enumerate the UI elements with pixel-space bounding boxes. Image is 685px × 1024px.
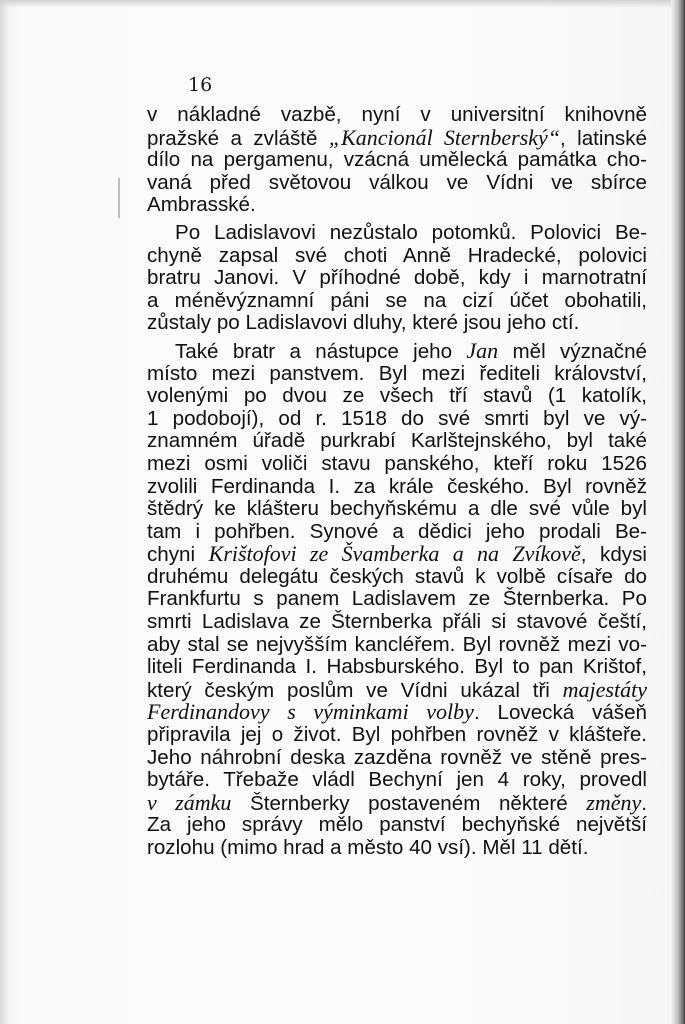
text-line [147,149,647,172]
text-line [147,430,647,453]
text-segment: dílo na pergamenu, vzácná umělecká památka cho- [147,148,647,172]
text-segment: druhému delegátu českých stavů k volbě císaře do [147,564,647,588]
text-segment: Po Ladislavovi nezůstalo potomků. Polovici Be- [175,220,647,244]
paragraph [147,337,647,860]
text-line [147,566,647,589]
text-segment: aby stal se nejvyšším kancléřem. Byl rovněž mezi vo- [147,632,647,656]
text-segment: . Lovecká vášeň [473,701,647,725]
text-line [147,453,647,476]
text-segment: . [641,791,647,815]
text-line [147,476,647,499]
text-segment: smrti Ladislava ze Šternberka přáli si stavové čeští, [147,610,647,634]
text-line [147,837,647,860]
text-segment: tam i pohřben. Synové a dědici jeho prodali Be- [147,519,647,543]
paragraph [147,222,647,335]
text-line [147,312,647,335]
italic-text: Jan [466,337,499,363]
text-line [147,408,647,431]
page-top-shadow [0,0,685,8]
text-line [147,588,647,611]
text-segment: Také bratr a nástupce jeho [175,339,467,363]
text-segment: 1 podobojí), od r. 1518 do své smrti byl ve vý- [147,406,647,430]
paragraph [147,104,647,217]
text-segment: rozlohu (mimo hrad a město 40 vsí). Měl 11 dětí. [147,836,589,859]
text-line [147,789,647,815]
text-segment: pražské a zvláště [147,126,329,150]
text-line [147,521,647,544]
text-line [147,634,647,657]
text-line [147,385,647,408]
text-segment: v nákladné vazbě, nyní v universitní knihovně [147,103,647,126]
italic-text: změny [586,789,642,815]
text-segment: který českým poslům ve Vídni ukázal tři [147,678,563,702]
text-segment: liteli Ferdinanda I. Habsburského. Byl to pan Krištof, [147,655,647,679]
text-segment: bytáře. Třebaže vládl Bechyní jen 4 roky, provedl [147,768,647,792]
text-segment: štědrý ke klášteru bechyňskému a dle své vůle byl [147,497,647,521]
text-segment: zvolili Ferdinanda I. za krále českého. Byl rovněž [147,474,647,498]
text-segment: místo mezi panstvem. Byl mezi řediteli království, [147,361,647,385]
text-line [147,611,647,634]
text-line [147,290,647,313]
text-line [147,676,647,702]
text-segment: Za jeho správy mělo panství bechyňské největší [147,813,647,837]
text-line [147,337,647,363]
text-line [147,724,647,747]
text-line [147,814,647,837]
text-segment: mezi osmi voliči stavu panského, kteří roku 1526 [147,451,647,475]
italic-text: Ferdinandovy s výminkami volby [147,699,474,725]
italic-text: „Kancionál Sternberský“ [328,124,561,150]
text-line [147,172,647,195]
text-segment: Šternberky postaveném některé [231,791,587,815]
margin-mark [118,178,120,218]
text-segment: znamném úřadě purkrabí Karlštejnského, byl také [147,429,647,453]
text-segment: Jeho náhrobní deska zazděna rovněž ve stěně pres- [147,745,647,769]
text-segment: chyně zapsal své choti Anně Hradecké, polovici [147,243,647,267]
text-segment: měl význačné [498,339,647,363]
italic-text: majestáty [562,676,647,702]
text-segment: volenými po dvou ze všech tří stavů (1 katolík, [147,384,647,408]
page-number: 16 [188,74,213,96]
text-segment: Ambrasské. [147,193,256,217]
text-line [147,498,647,521]
body-text [147,104,647,860]
text-segment: vaná před světovou válkou ve Vídni ve sbírce [147,170,647,194]
text-line [147,267,647,290]
italic-text: v zámku [147,789,232,815]
text-segment: bratru Janovi. V příhodné době, kdy i marnotratní [147,266,647,290]
text-segment: zůstaly po Ladislavovi dluhy, které jsou jeho ctí. [147,311,580,335]
text-line [147,363,647,386]
text-line [147,656,647,679]
text-line [147,194,647,217]
text-segment: , latinské [560,126,647,150]
text-line [147,769,647,792]
text-segment: , kdysi [580,543,647,567]
text-line [147,747,647,770]
text-segment: chyni [147,543,209,567]
text-segment: a méněvýznamní páni se na cizí účet obohatili, [147,288,647,312]
text-segment: připravila jej o život. Byl pohřben rovněž v klášteře. [147,723,647,747]
page-binding-edge [671,0,685,1024]
italic-text: Krištofovi ze Švamberka a na Zvíkově [208,541,581,567]
text-line [147,543,647,566]
text-segment: Frankfurtu s panem Ladislavem ze Šternberka. Po [147,587,647,611]
text-line [147,222,647,245]
text-line [147,245,647,268]
text-line [147,104,647,127]
text-line [147,701,647,724]
text-line [147,124,647,150]
